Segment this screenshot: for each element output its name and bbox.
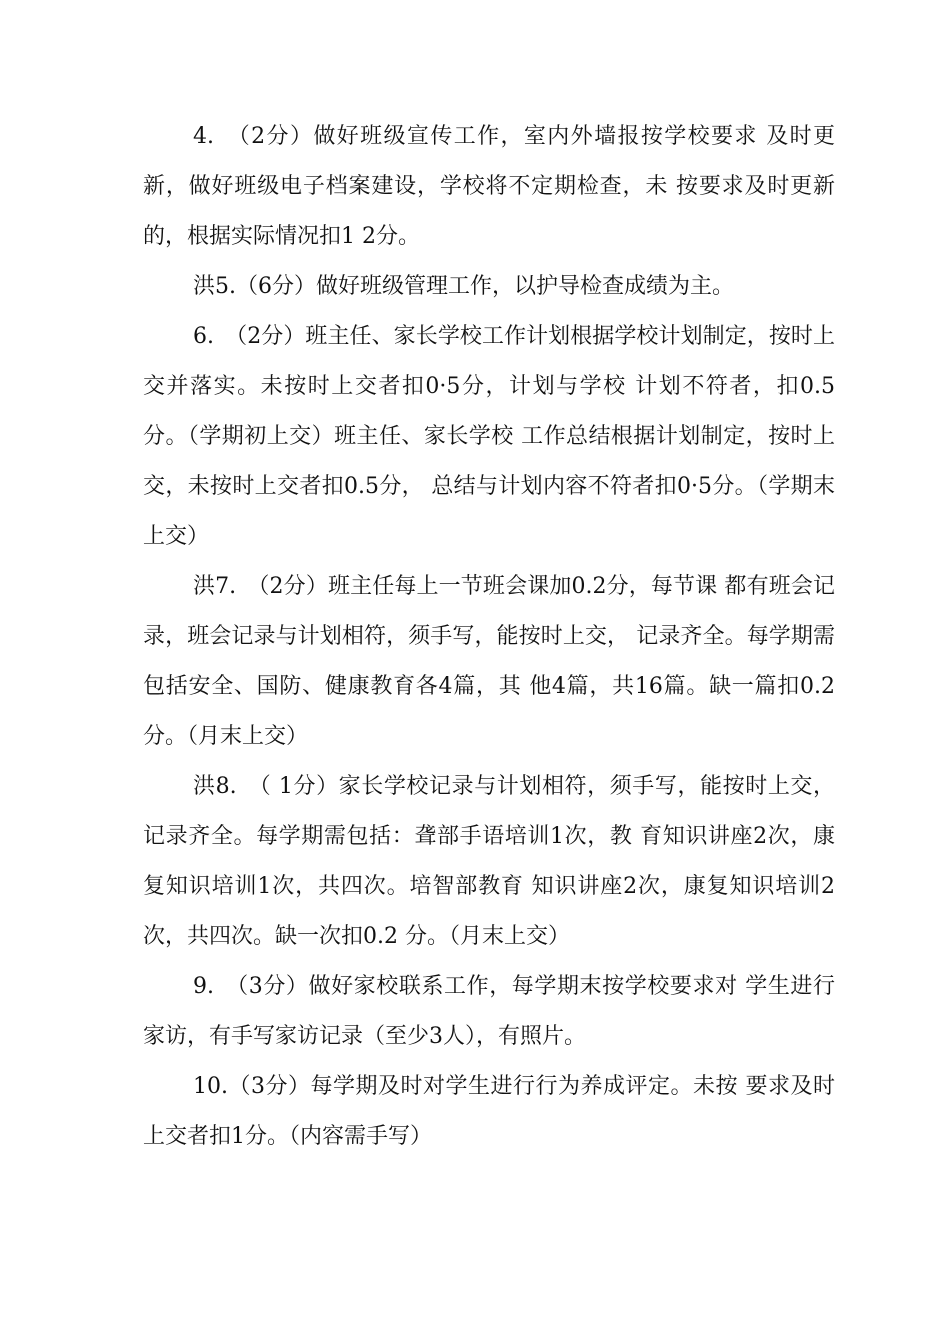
- document-body: [143, 112, 835, 1162]
- paragraph-item-5: 洪5.（6分）做好班级管理工作，以护导检查成绩为主。: [193, 274, 734, 299]
- paragraph-item-7: 洪7. （2分）班主任每上一节班会课加0.2分，每节课 都有班会记录，班会记录与计划相符，须手写，能按时上交， 记录齐全。每学期需包括安全、国防、健康教育各4篇，其 他4篇，共16篇。缺一篇扣0.2分。（月末上交）: [143, 574, 835, 749]
- paragraph-item-6: 6. （2分）班主任、家长学校工作计划根据学校计划制定，按时上交并落实。未按时上交者扣0·5分，计划与学校 计划不符者，扣0.5分。（学期初上交）班主任、家长学校 工作总结根据计划制定，按时上交，未按时上交者扣0.5分， 总结与计划内容不符者扣0·5分。（学期末上交）: [143, 324, 835, 549]
- paragraph-item-9: 9. （3分）做好家校联系工作，每学期末按学校要求对 学生进行家访，有手写家访记录（至少3人），有照片。: [143, 974, 835, 1049]
- paragraph-item-8: 洪8. （ 1分）家长学校记录与计划相符，须手写，能按时上交，记录齐全。每学期需包括：聋部手语培训1次，教 育知识讲座2次，康复知识培训1次，共四次。培智部教育 知识讲座2次，康复知识培训2次，共四次。缺一次扣0.2 分。（月末上交）: [143, 774, 835, 949]
- paragraph-item-4: 4. （2分）做好班级宣传工作，室内外墙报按学校要求 及时更新，做好班级电子档案建设，学校将不定期检查，未 按要求及时更新的，根据实际情况扣1 2分。: [143, 124, 835, 249]
- paragraph-item-10: 10.（3分）每学期及时对学生进行行为养成评定。未按 要求及时上交者扣1分。（内容需手写）: [143, 1074, 835, 1149]
